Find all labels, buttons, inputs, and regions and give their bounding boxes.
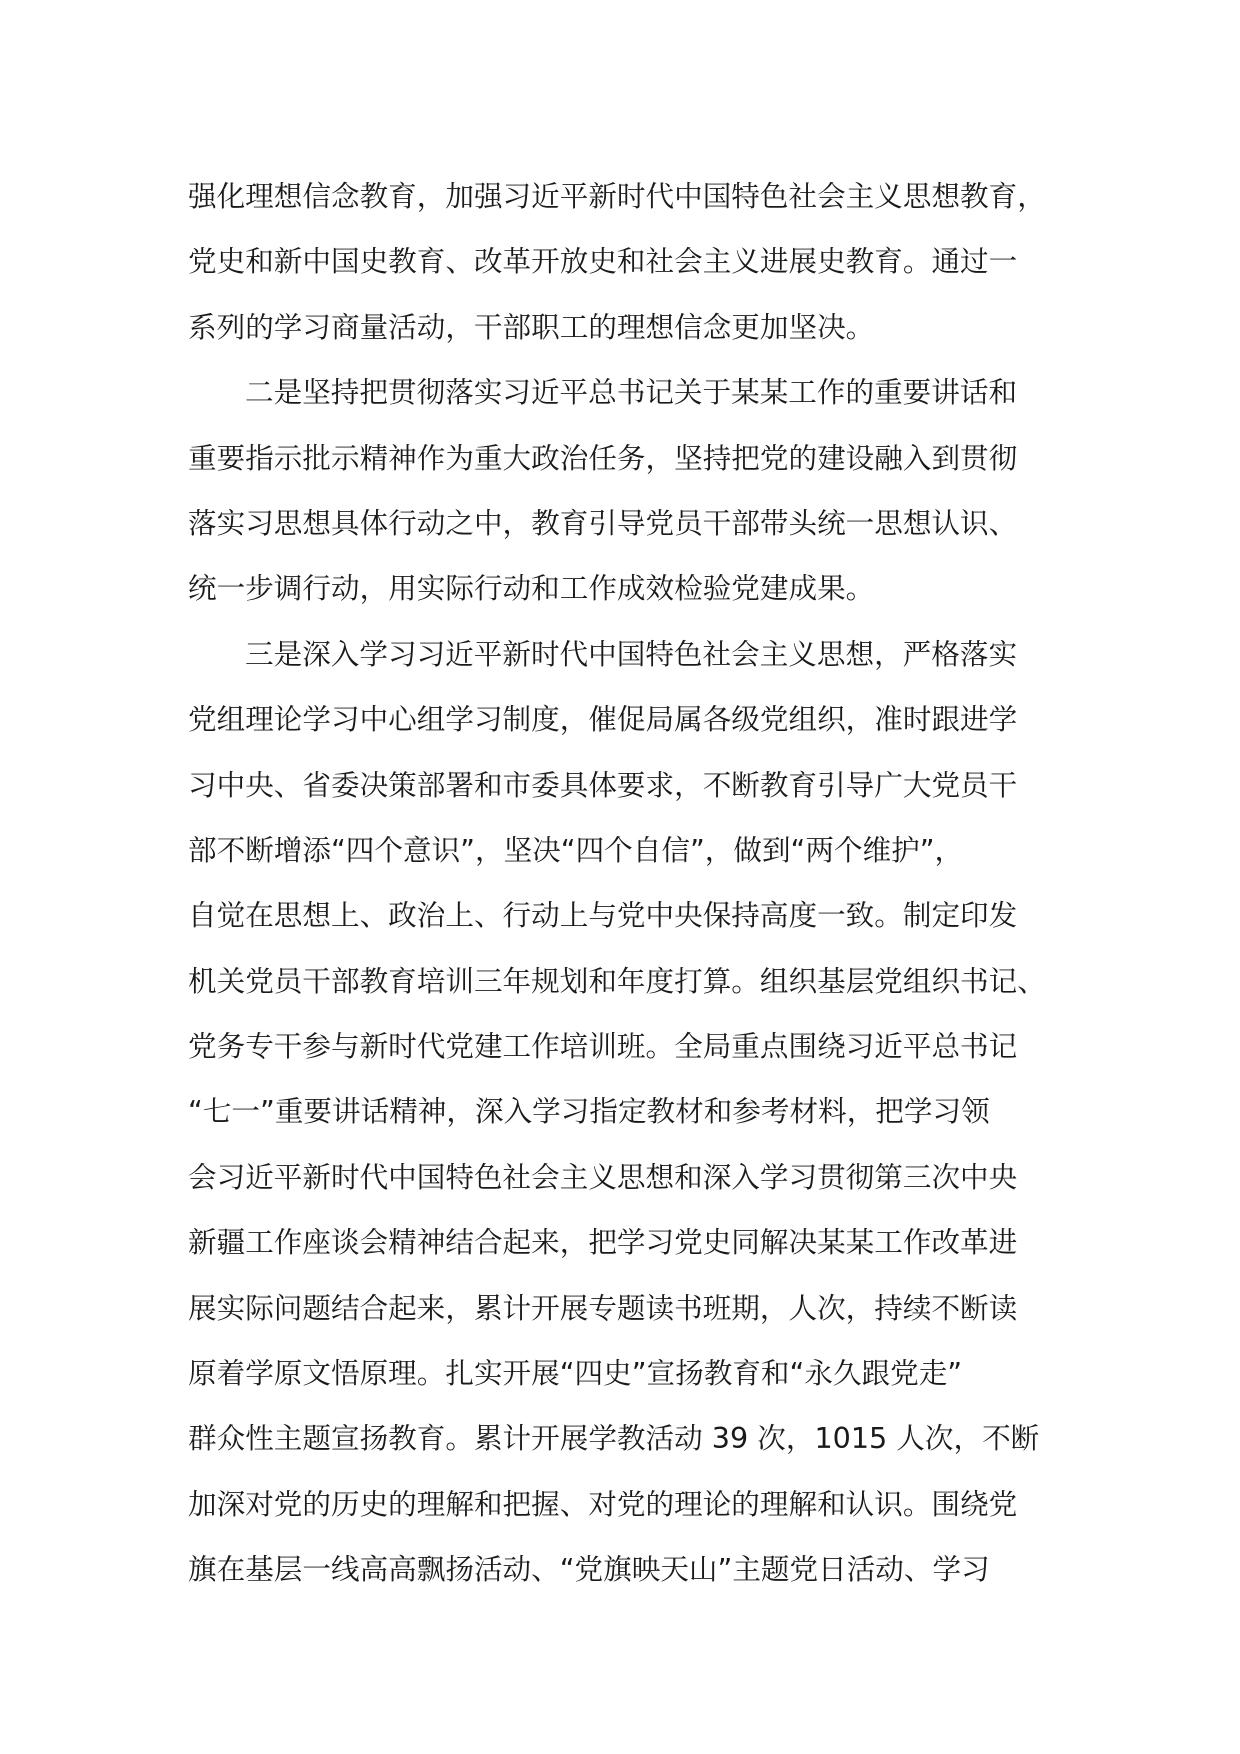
text-line: 强化理想信念教育，加强习近平新时代中国特色社会主义思想教育，	[188, 179, 1046, 213]
text-line: 落实习思想具体行动之中，教育引导党员干部带头统一思想认识、	[188, 505, 1018, 540]
document-body	[188, 164, 1080, 1603]
text-line: 机关党员干部教育培训三年规划和年度打算。组织基层党组织书记、	[188, 963, 1046, 998]
text-line: 重要指示批示精神作为重大政治任务，坚持把党的建设融入到贯彻	[188, 440, 1018, 475]
text-line: “七一”重要讲话精神，深入学习指定教材和参考材料，把学习领	[188, 1094, 990, 1129]
text-line: 自觉在思想上、政治上、行动上与党中央保持高度一致。制定印发	[188, 898, 1018, 933]
text-line: 旗在基层一线高高飘扬活动、“党旗映天山”主题党日活动、学习	[188, 1552, 990, 1587]
text-line: 新疆工作座谈会精神结合起来，把学习党史同解决某某工作改革进	[188, 1225, 1018, 1260]
text-line: 系列的学习商量活动，干部职工的理想信念更加坚决。	[188, 309, 875, 344]
text-line: 会习近平新时代中国特色社会主义思想和深入学习贯彻第三次中央	[188, 1159, 1018, 1194]
text-line: 加深对党的历史的理解和把握、对党的理论的理解和认识。围绕党	[188, 1486, 1018, 1521]
text-line: 统一步调行动，用实际行动和工作成效检验党建成果。	[188, 571, 875, 606]
text-line: 展实际问题结合起来，累计开展专题读书班期，人次，持续不断读	[188, 1290, 1018, 1325]
text-line: 原着学原文悟原理。扎实开展“四史”宣扬教育和“永久跟党走”	[188, 1356, 963, 1391]
text-line: 党组理论学习中心组学习制度，催促局属各级党组织，准时跟进学	[188, 702, 1018, 737]
text-line: 部不断增添“四个意识”，坚决“四个自信”，做到“两个维护”，	[188, 832, 964, 867]
text-line: 群众性主题宣扬教育。累计开展学教活动 39 次，1015 人次，不断	[188, 1421, 1040, 1456]
paragraph-start-line: 三是深入学习习近平新时代中国特色社会主义思想，严格落实	[245, 636, 1018, 671]
text-line: 党史和新中国史教育、改革开放史和社会主义进展史教育。通过一	[188, 244, 1018, 279]
text-line: 党务专干参与新时代党建工作培训班。全局重点围绕习近平总书记	[188, 1029, 1018, 1064]
paragraph-start-line: 二是坚持把贯彻落实习近平总书记关于某某工作的重要讲话和	[245, 375, 1018, 410]
text-line: 习中央、省委决策部署和市委具体要求，不断教育引导广大党员干	[188, 767, 1018, 802]
